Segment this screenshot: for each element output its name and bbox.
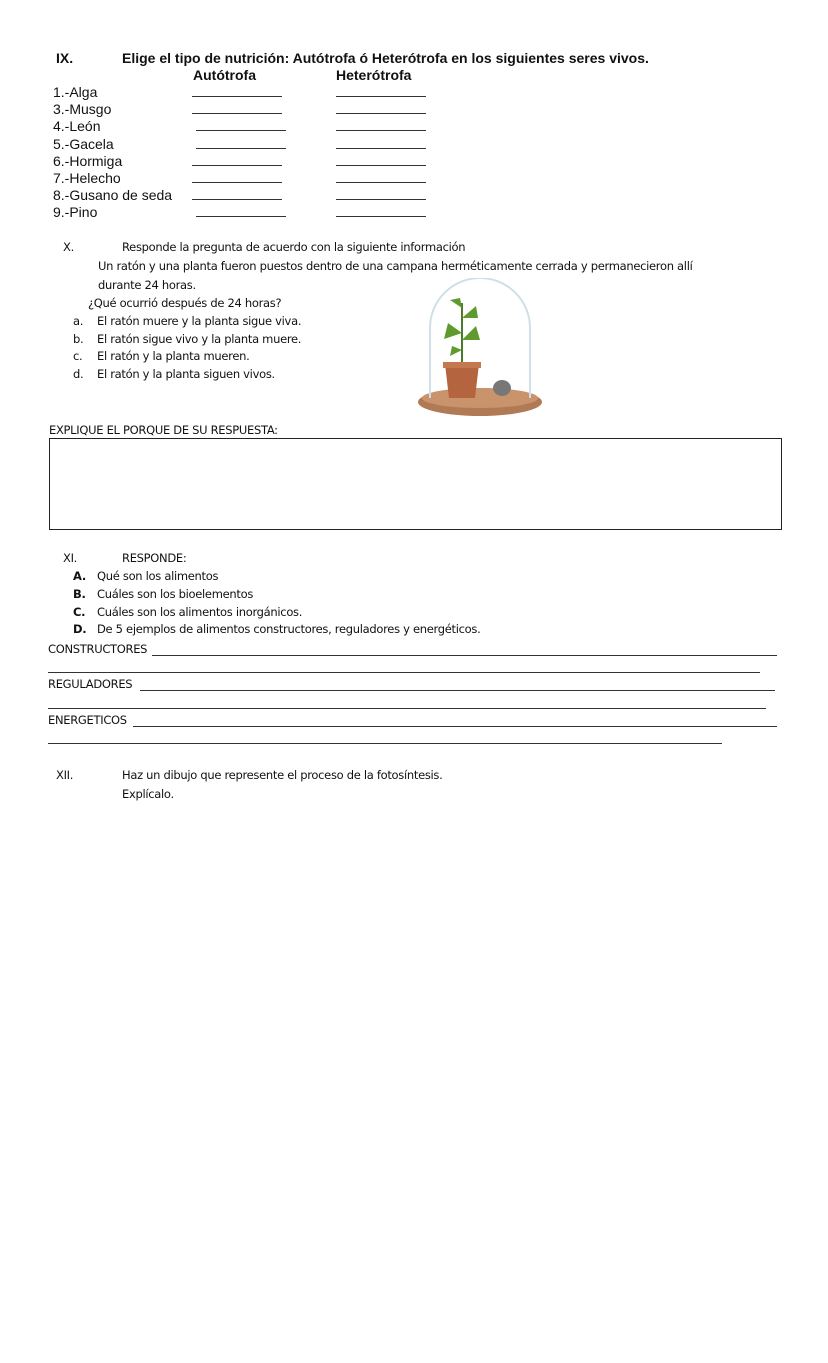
mouse-icon bbox=[493, 380, 511, 396]
organism-label: 7.-Helecho bbox=[53, 170, 121, 186]
question-letter: B. bbox=[73, 586, 86, 601]
energeticos-line-2[interactable] bbox=[48, 743, 722, 744]
organism-label: 3.-Musgo bbox=[53, 101, 112, 118]
autotrofa-answer-line[interactable] bbox=[192, 113, 282, 114]
organism-label: 9.-Pino bbox=[53, 204, 98, 221]
organism-label: 6.-Hormiga bbox=[53, 152, 123, 169]
question-letter: D. bbox=[73, 622, 87, 637]
reguladores-line[interactable] bbox=[140, 690, 775, 691]
heterotrofa-answer-line[interactable] bbox=[336, 96, 426, 97]
energeticos-label: ENERGETICOS bbox=[48, 713, 127, 727]
organism-label: 5.-Gacela bbox=[53, 135, 114, 152]
heterotrofa-answer-line[interactable] bbox=[336, 148, 426, 149]
bell-jar-illustration bbox=[418, 278, 548, 428]
heterotrofa-answer-line[interactable] bbox=[336, 165, 426, 166]
heterotrofa-answer-line[interactable] bbox=[336, 216, 426, 217]
heterotrofa-answer-line[interactable] bbox=[336, 182, 426, 183]
organism-label: 8.-Gusano de seda bbox=[53, 187, 173, 204]
option-letter: d. bbox=[73, 366, 84, 381]
question-text: Qué son los alimentos bbox=[97, 569, 219, 583]
autotrofa-answer-line[interactable] bbox=[196, 130, 286, 131]
autotrofa-answer-line[interactable] bbox=[192, 165, 282, 166]
heterotrofa-answer-line[interactable] bbox=[336, 199, 426, 200]
reguladores-label: REGULADORES bbox=[48, 677, 133, 691]
col-autotrofa: Autótrofa bbox=[193, 67, 256, 83]
option-text[interactable]: El ratón muere y la planta sigue viva. bbox=[97, 314, 302, 328]
organism-label: 1.-Alga bbox=[53, 84, 98, 100]
constructores-label: CONSTRUCTORES bbox=[48, 642, 148, 656]
option-letter: b. bbox=[73, 331, 84, 346]
option-text[interactable]: El ratón sigue vivo y la planta muere. bbox=[97, 331, 302, 346]
organism-label: 4.-León bbox=[53, 118, 101, 135]
question-letter: C. bbox=[73, 604, 86, 619]
section-12-number: XII. bbox=[56, 768, 74, 782]
section-9-number: IX. bbox=[56, 50, 74, 66]
section-12-subtitle: Explícalo. bbox=[122, 787, 174, 801]
answer-box[interactable] bbox=[49, 438, 782, 530]
section-10-text-1: Un ratón y una planta fueron puestos dentro de una campana herméticamente cerrada y permanecieron allí bbox=[98, 259, 693, 273]
question-text: De 5 ejemplos de alimentos constructores, reguladores y energéticos. bbox=[97, 622, 481, 637]
autotrofa-answer-line[interactable] bbox=[196, 148, 286, 149]
heterotrofa-answer-line[interactable] bbox=[336, 130, 426, 131]
reguladores-line-2[interactable] bbox=[48, 708, 766, 709]
question-text: Cuáles son los alimentos inorgánicos. bbox=[97, 604, 303, 619]
autotrofa-answer-line[interactable] bbox=[192, 199, 282, 200]
section-11-title: RESPONDE: bbox=[122, 551, 187, 565]
option-text[interactable]: El ratón y la planta siguen vivos. bbox=[97, 366, 275, 381]
energeticos-line[interactable] bbox=[133, 726, 777, 727]
autotrofa-answer-line[interactable] bbox=[196, 216, 286, 217]
option-text[interactable]: El ratón y la planta mueren. bbox=[97, 349, 250, 363]
section-10-text-2: durante 24 horas. bbox=[98, 278, 196, 292]
question: ¿Qué ocurrió después de 24 horas? bbox=[88, 296, 282, 310]
heterotrofa-answer-line[interactable] bbox=[336, 113, 426, 114]
section-9-title: Elige el tipo de nutrición: Autótrofa ó Heterótrofa en los siguientes seres vivos. bbox=[122, 50, 649, 66]
section-10-number: X. bbox=[63, 240, 74, 254]
section-10-title: Responde la pregunta de acuerdo con la siguiente información bbox=[122, 240, 466, 254]
section-12-title: Haz un dibujo que represente el proceso de la fotosíntesis. bbox=[122, 768, 443, 782]
question-letter: A. bbox=[73, 569, 86, 583]
autotrofa-answer-line[interactable] bbox=[192, 96, 282, 97]
constructores-line-2[interactable] bbox=[48, 672, 760, 673]
option-letter: a. bbox=[73, 314, 84, 328]
question-text: Cuáles son los bioelementos bbox=[97, 586, 254, 601]
flower-pot-icon bbox=[445, 364, 479, 398]
constructores-line[interactable] bbox=[152, 655, 777, 656]
option-letter: c. bbox=[73, 349, 83, 363]
autotrofa-answer-line[interactable] bbox=[192, 182, 282, 183]
section-11-number: XI. bbox=[63, 551, 78, 565]
col-heterotrofa: Heterótrofa bbox=[336, 67, 412, 83]
explain-label: EXPLIQUE EL PORQUE DE SU RESPUESTA: bbox=[49, 423, 278, 437]
